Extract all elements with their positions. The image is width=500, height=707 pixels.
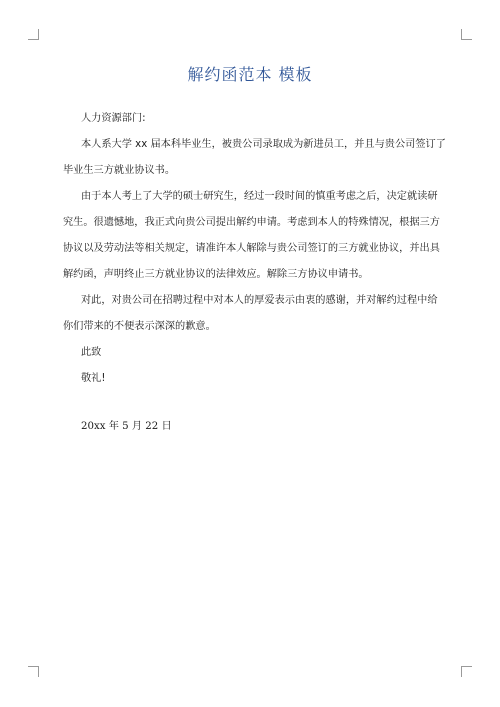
paragraph-1 xyxy=(63,132,446,184)
paragraph-line: 解约函，声明终止三方就业协议的法律效应。解除三方协议申请书。 xyxy=(63,269,369,280)
paragraph-line: 协议以及劳动法等相关规定，请准许本人解除与贵公司签订的三方就业协议，并出具 xyxy=(63,243,440,254)
closing-line-1: 此致 xyxy=(81,347,102,358)
document-title: 解约函范本 模板 xyxy=(187,65,313,84)
paragraph-line: 对此，对贵公司在招聘过程中对本人的厚爱表示由衷的感谢，并对解约过程中给 xyxy=(81,295,438,306)
corner-mark-bottom-right xyxy=(461,666,472,677)
document-date: 20xx 年 5 月 22 日 xyxy=(81,421,172,432)
paragraph-3 xyxy=(63,288,441,340)
paragraph-line: 究生。很遗憾地，我正式向贵公司提出解约申请。考虑到本人的特殊情况，根据三方 xyxy=(63,217,440,228)
paragraph-line: 毕业生三方就业协议书。 xyxy=(63,165,176,176)
paragraph-line: 由于本人考上了大学的硕士研究生，经过一段时间的慎重考虑之后，决定就读研 xyxy=(81,191,438,202)
closing-line-2: 敬礼! xyxy=(81,373,106,384)
corner-mark-bottom-left xyxy=(28,666,39,677)
paragraph-2 xyxy=(63,184,441,288)
paragraph-line: 你们带来的不便表示深深的歉意。 xyxy=(63,321,216,332)
corner-mark-top-right xyxy=(461,29,472,40)
corner-mark-top-left xyxy=(28,29,39,40)
salutation: 人力资源部门: xyxy=(81,113,146,124)
paragraph-line: 本人系大学 xx 届本科毕业生，被贵公司录取成为新进员工，并且与贵公司签订了 xyxy=(81,139,446,150)
